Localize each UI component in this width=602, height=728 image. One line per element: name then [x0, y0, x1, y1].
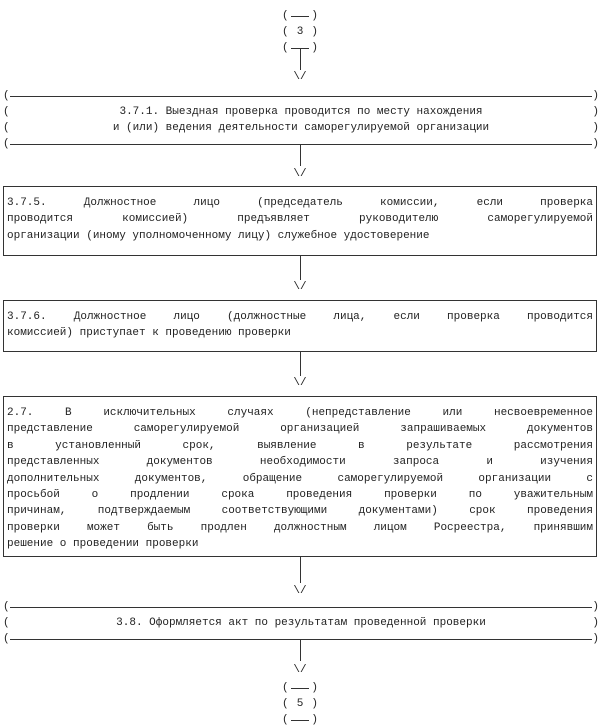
flow-line	[300, 352, 301, 376]
flow-line	[300, 557, 301, 583]
step-3-7-6: 3.7.6. Должностное лицо (должностные лица, если проверка проводится комиссией) приступает к проведению проверки	[3, 300, 597, 352]
connector-5: ( ) ( 5 ) ( )	[282, 682, 318, 726]
flow-line	[300, 256, 301, 280]
step-text: 3.8. Оформляется акт по результатам проведенной проверки	[116, 617, 486, 629]
connector-number: 5	[296, 698, 304, 710]
arrow-down-icon: \/	[293, 281, 307, 293]
connector-number: 3	[296, 26, 304, 38]
arrow-down-icon: \/	[293, 168, 307, 180]
flow-line	[300, 639, 301, 661]
connector-3: ( ) ( 3 ) ( )	[282, 10, 318, 54]
step-3-7-5: 3.7.5. Должностное лицо (председатель комиссии, если проверка проводится комиссией) предъявляет руководителю саморегулируемой организации (иному уполномоченному лицу) служебное удостоверение	[3, 186, 597, 256]
step-2-7: 2.7. В исключительных случаях (непредставление или несвоевременное представление саморегулируемой организацией запрашиваемых документов в установленный срок, выявление в результате рассмотрения представленных документов необходимости запроса и изучения дополнительных документов, обращение саморегулируемой организации с просьбой о продлении срока проведения проверки по уважительным причинам, подтверждаемым соответствующими документами) срок проведения проверки может быть продлен должностным лицом Росреестра, принявшим решение о проведении проверки	[3, 396, 597, 557]
flow-line	[300, 48, 301, 70]
arrow-down-icon: \/	[293, 377, 307, 389]
arrow-down-icon: \/	[293, 664, 307, 676]
arrow-down-icon: \/	[293, 585, 307, 597]
step-text: 3.7.1. Выездная проверка проводится по месту нахождения	[119, 106, 483, 118]
step-text: и (или) ведения деятельности саморегулируемой организации	[112, 122, 490, 134]
arrow-down-icon: \/	[293, 71, 307, 83]
flow-line	[300, 144, 301, 166]
